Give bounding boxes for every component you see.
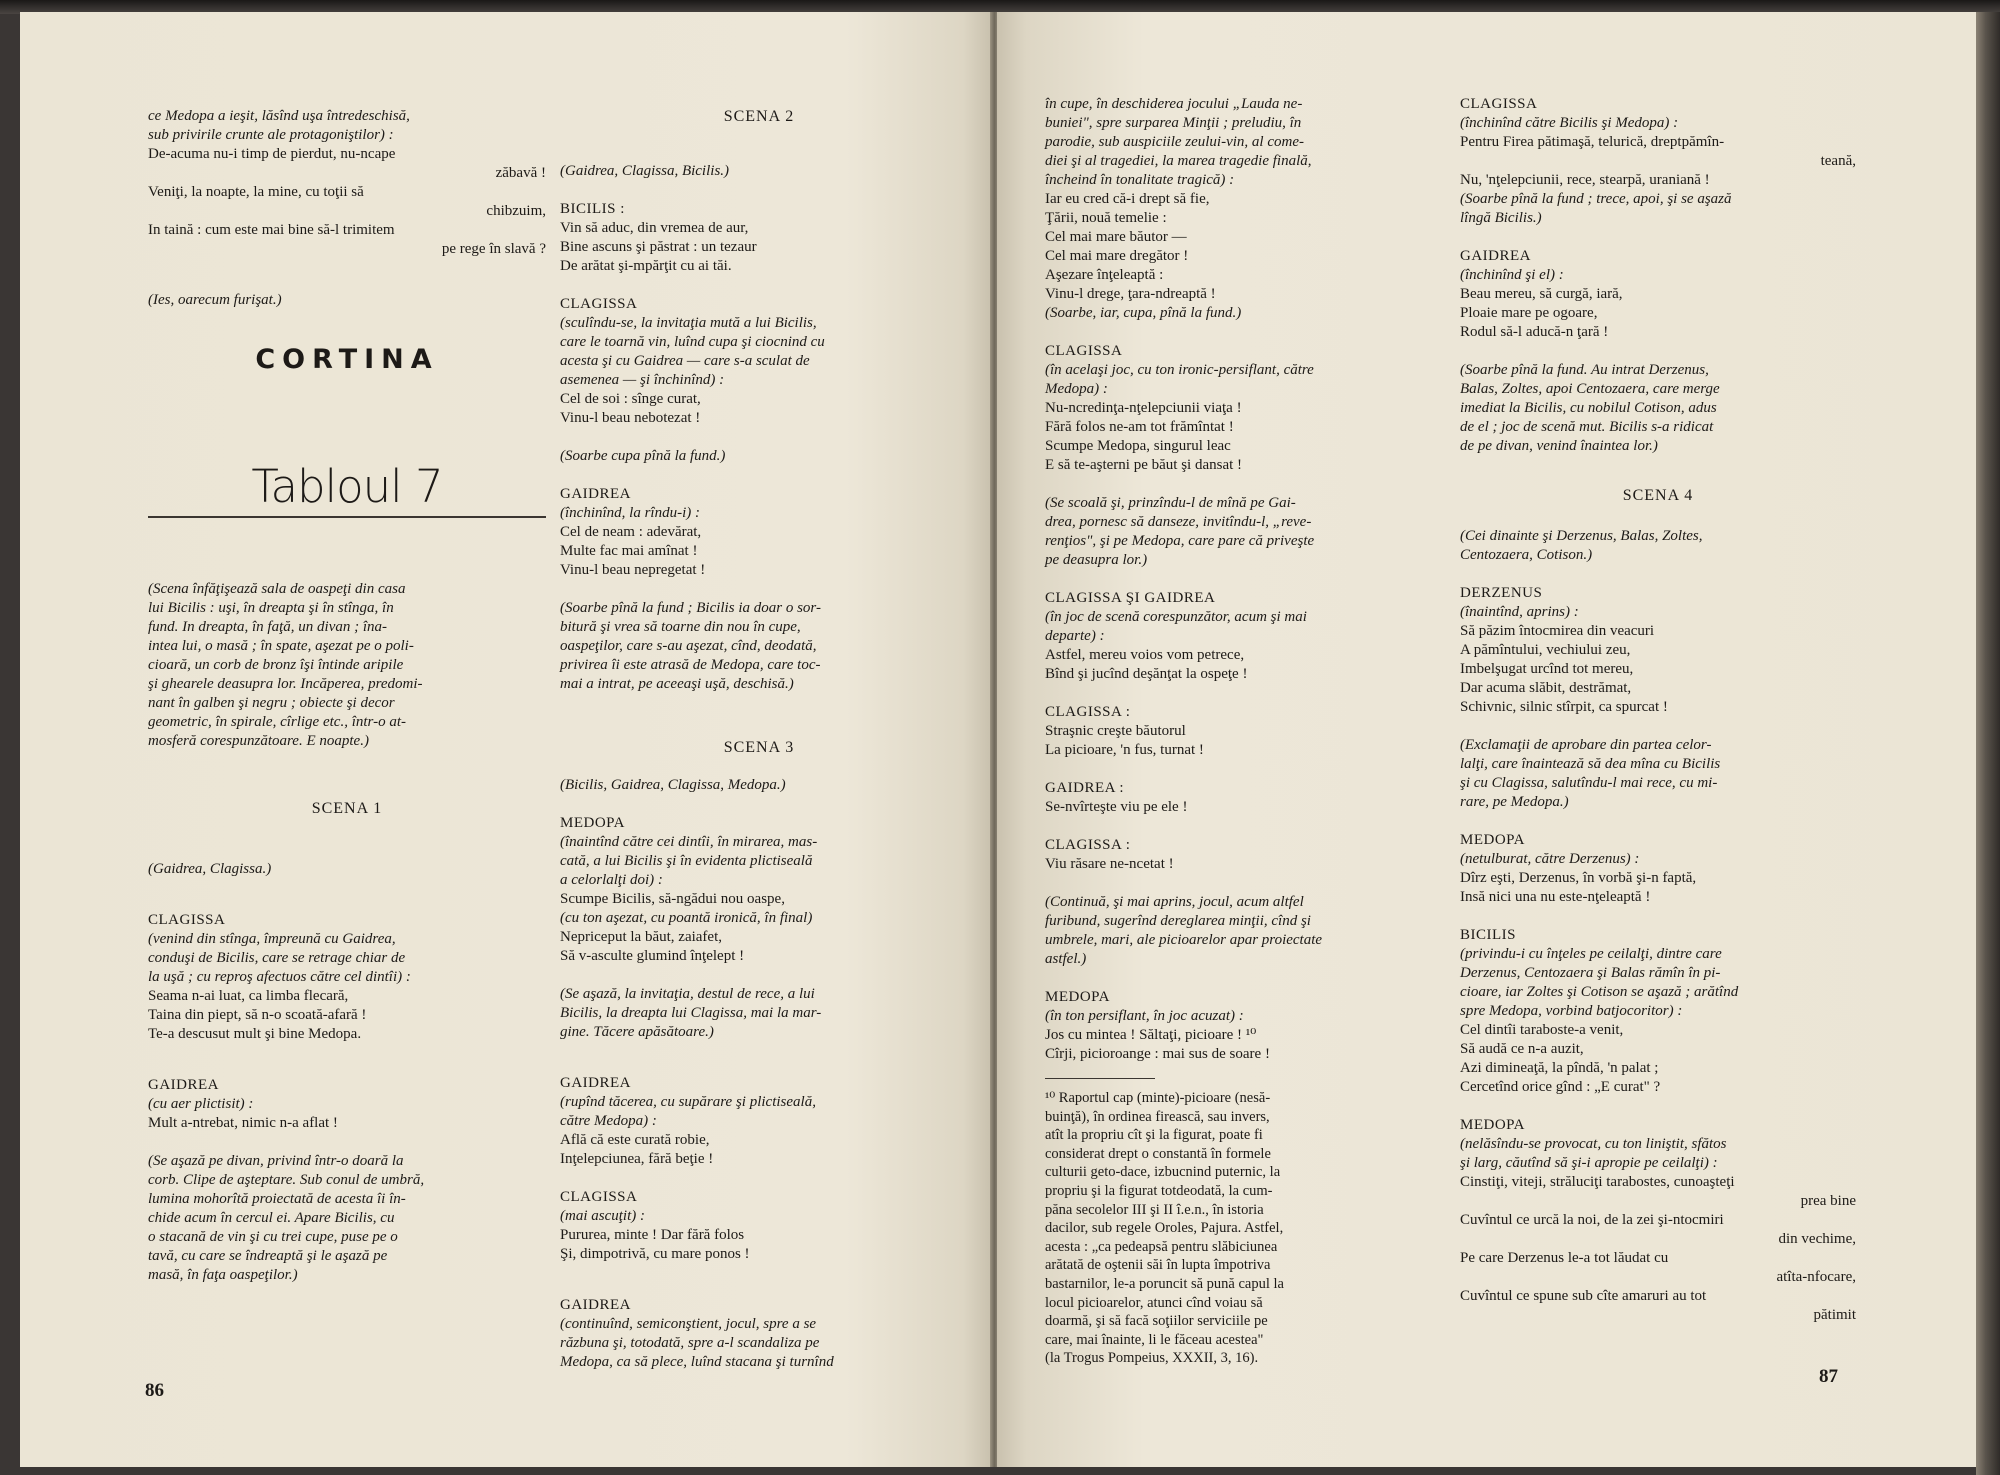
verse-line: Vinu-l beau nebotezat ! <box>560 410 701 426</box>
verse-line: Nepriceput la băut, zaiafet, <box>560 929 722 945</box>
scene-heading: SCENA 4 <box>1622 487 1694 504</box>
verse-line: Bine ascuns şi păstrat : un tezaur <box>560 239 757 255</box>
stage-direction: care le toarnă vin, luînd cupa şi ciocnind cu <box>560 334 825 350</box>
verse-line: Scumpe Bicilis, să-ngădui nou oaspe, <box>560 891 785 907</box>
verse-line: Nu, 'nţelepciunii, rece, stearpă, uraniană ! <box>1460 172 1710 188</box>
intro-line: ce Medopa a ieşit, lăsînd uşa întredeschisă, <box>148 108 410 124</box>
stage-direction: (sculîndu-se, la invitaţia mută a lui Bicilis, <box>560 315 817 331</box>
stage-direction: rare, pe Medopa.) <box>1460 794 1569 810</box>
stage-direction: (netulburat, către Derzenus) : <box>1460 851 1640 867</box>
stage-direction: bitură şi vrea să toarne din nou în cupe, <box>560 619 801 635</box>
character-name: CLAGISSA : <box>1045 704 1131 720</box>
verse-line: Cercetînd orice gînd : „E curat" ? <box>1460 1079 1661 1095</box>
stage-direction: a celorlalţi doi) : <box>560 872 663 888</box>
stage-direction: oaspeţilor, care s-au aşezat, cînd, deodată, <box>560 638 817 654</box>
footnote-line: ¹⁰ Raportul cap (minte)-picioare (nesă- <box>1045 1090 1271 1106</box>
footnote-line: atît la propriu cît şi la figurat, poate fi <box>1045 1127 1263 1144</box>
verse-line: Nu-ncredinţa-nţelepciunii viaţa ! <box>1045 400 1242 416</box>
footnote-line: buinţă), în ordinea firească, sau invers, <box>1045 1108 1270 1125</box>
stage-direction: astfel.) <box>1045 951 1087 967</box>
stage-direction: acesta şi cu Gaidrea — care s-a sculat de <box>560 353 810 369</box>
scene-heading: SCENA 2 <box>723 108 795 125</box>
stage-direction: corb. Clipe de aşteptare. Sub conul de umbră, <box>148 1172 425 1188</box>
verse-line: Cel mai mare băutor — <box>1045 229 1187 245</box>
character-name: CLAGISSA : <box>1045 837 1131 853</box>
character-name: GAIDREA <box>560 1075 631 1091</box>
verse-line: Astfel, mereu voios vom petrece, <box>1045 647 1245 663</box>
stage-direction: lîngă Bicilis.) <box>1460 210 1542 226</box>
verse-line: Viu răsare ne-ncetat ! <box>1045 856 1174 872</box>
footnote-line: (la Trogus Pompeius, XXXII, 3, 16). <box>1045 1350 1259 1367</box>
tablou-heading: Tabloul 7 <box>251 460 443 513</box>
character-name: MEDOPA <box>1460 832 1525 848</box>
verse-line: Azi dimineaţă, la pîndă, 'n palat ; <box>1460 1060 1659 1076</box>
intro-line: sub privirile crunte ale protagoniştilor) : <box>148 127 394 143</box>
verse-line: Schivnic, silnic stîrpit, ca spurcat ! <box>1460 699 1668 715</box>
scene-cast: (Bicilis, Gaidrea, Clagissa, Medopa.) <box>560 777 786 793</box>
verse-line: Dar acuma slăbit, destrămat, <box>1460 680 1632 696</box>
stage-direction: umbrele, mari, ale picioarelor apar proiectate <box>1045 932 1323 948</box>
stage-direction: în cupe, în deschiderea jocului „Lauda ne- <box>1045 96 1303 112</box>
stage-direction: (în acelaşi joc, cu ton ironic-persiflant, către <box>1045 362 1314 378</box>
verse-line: Insă nici una nu este-nţeleaptă ! <box>1460 889 1651 905</box>
verse-line: Jos cu mintea ! Săltaţi, picioare ! ¹⁰ <box>1045 1027 1257 1043</box>
stage-direction: cată, a lui Bicilis şi în evidenta plictiseală <box>560 853 813 869</box>
verse-line: Şi, dimpotrivă, cu mare ponos ! <box>560 1246 750 1262</box>
scene-desc-line: geometric, în spirale, cîrlige etc., într-o at- <box>148 714 406 730</box>
character-name: DERZENUS <box>1460 585 1543 601</box>
stage-direction: renţios", şi pe Medopa, care pare că priveşte <box>1045 533 1315 549</box>
stage-direction: Bicilis, la dreapta lui Clagissa, mai la mar- <box>560 1005 822 1021</box>
footnote-line: care, mai înainte, li le făceau acestea" <box>1045 1331 1264 1348</box>
character-name: GAIDREA <box>560 486 631 502</box>
verse-line: din vechime, <box>1778 1231 1856 1247</box>
stage-direction: Medopa, ca să plece, luînd stacana şi turnînd <box>560 1354 834 1370</box>
verse-line: Fără folos ne-am tot frămîntat ! <box>1045 419 1234 435</box>
stage-direction: (Soarbe pînă la fund ; Bicilis ia doar o sor- <box>560 600 821 616</box>
stage-direction: de pe divan, venind înaintea lor.) <box>1460 438 1658 454</box>
stage-direction: mai a intrat, pe aceeaşi uşă, deschisă.) <box>560 676 794 692</box>
character-name: GAIDREA : <box>1045 780 1125 796</box>
stage-direction: (Soarbe cupa pînă la fund.) <box>560 448 726 464</box>
verse-line: zăbavă ! <box>495 165 546 181</box>
stage-direction: parodie, sub auspiciile zeului-vin, al come- <box>1045 134 1304 150</box>
stage-direction: (Se aşază pe divan, privind într-o doară la <box>148 1153 404 1169</box>
stage-direction: (venind din stînga, împreună cu Gaidrea, <box>148 931 396 947</box>
verse-line: teană, <box>1820 153 1856 169</box>
scene-heading: SCENA 1 <box>311 800 383 817</box>
footnote-line: considerat drept o constantă în formele <box>1045 1145 1271 1162</box>
stage-direction: imediat la Bicilis, cu nobilul Cotison, adus <box>1460 400 1717 416</box>
verse-line: Dîrz eşti, Derzenus, în vorbă şi-n faptă, <box>1460 870 1697 886</box>
stage-direction: chide acum în cercul ei. Apare Bicilis, cu <box>148 1210 395 1226</box>
scene-desc-line: mosferă corespunzătoare. E noapte.) <box>148 733 369 749</box>
character-name: CLAGISSA <box>560 296 638 312</box>
scene-heading: SCENA 3 <box>723 739 795 756</box>
verse-line: Cel mai mare dregător ! <box>1045 248 1189 264</box>
footnote-line: păna secolelor III şi II î.e.n., în istoria <box>1045 1201 1264 1218</box>
stage-direction: (nelăsîndu-se provocat, cu ton liniştit, sfătos <box>1460 1136 1727 1152</box>
verse-line: Imbelşugat urcînd tot mereu, <box>1460 661 1634 677</box>
character-name: CLAGISSA <box>1460 96 1538 112</box>
footnote-line: bastarnilor, le-a poruncit să pună capul la <box>1045 1275 1284 1292</box>
verse-line: Cel de soi : sînge curat, <box>560 391 701 407</box>
stage-direction: (Soarbe pînă la fund. Au intrat Derzenus, <box>1460 362 1709 378</box>
verse-line: Ploaie mare pe ogoare, <box>1460 305 1598 321</box>
character-name: MEDOPA <box>1045 989 1110 1005</box>
right-col-1 <box>1045 95 1441 1368</box>
verse-line: Să păzim întocmirea din veacuri <box>1460 623 1655 639</box>
scene-desc-line: şi ghearele deasupra lor. Incăperea, predomi- <box>148 676 423 692</box>
verse-line: Mult a-ntrebat, nimic n-a aflat ! <box>148 1115 338 1131</box>
stage-direction: diei şi al tragediei, la marea tragedie finală, <box>1045 153 1312 169</box>
stage-direction: (Se aşază, la invitaţia, destul de rece, a lui <box>560 986 815 1002</box>
verse-line: La picioare, 'n fus, turnat ! <box>1045 742 1204 758</box>
stage-direction: (închinînd, la rîndu-i) : <box>560 505 700 521</box>
verse-line: Află că este curată robie, <box>560 1132 710 1148</box>
footnote-line: culturii geto-dace, izbucnind puternic, la <box>1045 1164 1281 1181</box>
right-col-2 <box>1460 95 1856 1325</box>
footnote-line: propriu şi la figurat totdeodată, la cum- <box>1045 1182 1273 1199</box>
stage-direction: lalţi, care înaintează să dea mîna cu Bicilis <box>1460 756 1721 772</box>
verse-line: prea bine <box>1800 1193 1856 1209</box>
stage-direction: (cu aer plictisit) : <box>148 1096 254 1112</box>
verse-line: Pururea, minte ! Dar fără folos <box>560 1227 745 1243</box>
verse-line: Cuvîntul ce urcă la noi, de la zei şi-ntocmiri <box>1460 1212 1724 1228</box>
character-name: BICILIS <box>1460 927 1516 943</box>
verse-line: Pe care Derzenus le-a tot lăudat cu <box>1460 1250 1669 1266</box>
verse-line: Beau mereu, să curgă, iară, <box>1460 286 1623 302</box>
stage-direction: şi cu Clagissa, salutîndu-l mai rece, cu mi- <box>1460 775 1718 791</box>
verse-line: pe rege în slavă ? <box>441 241 546 257</box>
stage-direction: Medopa) : <box>1045 381 1108 397</box>
stage-direction: tavă, cu care se îndreaptă şi le aşază pe <box>148 1248 388 1264</box>
verse-line: Cel dintîi taraboste-a venit, <box>1460 1022 1624 1038</box>
stage-direction: către Medopa) : <box>560 1113 657 1129</box>
verse-line: A pămîntului, vechiului zeu, <box>1460 642 1631 658</box>
stage-direction: (Exclamaţii de aprobare din partea celor- <box>1460 737 1712 753</box>
stage-direction: (închinînd către Bicilis şi Medopa) : <box>1460 115 1679 131</box>
verse-line: pătimit <box>1813 1307 1856 1323</box>
stage-direction: încheind în tonalitate tragică) : <box>1045 172 1235 188</box>
right-page <box>997 12 1977 1467</box>
left-col-2 <box>560 107 958 1372</box>
stage-direction: Derzenus, Centozaera şi Balas rămîn în pi- <box>1460 965 1721 981</box>
scene-desc-line: nant în galben şi negru ; obiecte şi decor <box>148 695 395 711</box>
stage-direction: pe deasupra lor.) <box>1045 552 1148 568</box>
stage-direction: spre Medopa, vorbind batjocoritor) : <box>1460 1003 1683 1019</box>
character-name: GAIDREA <box>1460 248 1531 264</box>
verse-line: Scumpe Medopa, singurul leac <box>1045 438 1231 454</box>
verse-line: Rodul să-l aducă-n ţară ! <box>1460 324 1609 340</box>
stage-direction: drea, pornesc să danseze, invitîndu-l, „reve- <box>1045 514 1312 530</box>
footnote-line: locul picioarelor, atunci cînd voiau să <box>1045 1294 1263 1311</box>
left-col-1 <box>148 107 546 1285</box>
stage-direction: conduşi de Bicilis, care se retrage chiar de <box>148 950 406 966</box>
verse-line: Să v-asculte glumind înţelept ! <box>560 948 745 964</box>
verse-line: Să audă ce n-a auzit, <box>1460 1041 1584 1057</box>
verse-line: Cîrji, picioroange : mai sus de soare ! <box>1045 1046 1270 1062</box>
stage-direction: (continuînd, semiconştient, jocul, spre a se <box>560 1316 817 1332</box>
page-number: 87 <box>1819 1366 1838 1387</box>
stage-direction: de el ; joc de scenă mut. Bicilis s-a ridicat <box>1460 419 1714 435</box>
character-name: CLAGISSA ŞI GAIDREA <box>1045 590 1216 606</box>
character-name: BICILIS : <box>560 201 625 217</box>
stage-direction: (cu ton aşezat, cu poantă ironică, în final) <box>560 910 813 926</box>
verse-line: Multe fac mai amînat ! <box>560 543 698 559</box>
stage-direction: gine. Tăcere apăsătoare.) <box>560 1024 714 1040</box>
stage-direction: furibund, sugerînd dereglarea minţii, cînd şi <box>1045 913 1311 929</box>
verse-line: De arătat şi-mpărţit cu ai tăi. <box>560 258 732 274</box>
stage-direction: şi larg, căutînd să şi-i apropie pe ceilalţi) : <box>1460 1155 1718 1171</box>
verse-line: Veniţi, la noapte, la mine, cu toţii să <box>148 184 364 200</box>
scene-desc-line: lui Bicilis : uşi, în dreapta şi în stînga, în <box>148 600 394 616</box>
stage-direction: departe) : <box>1045 628 1105 644</box>
verse-line: Taina din piept, să n-o scoată-afară ! <box>148 1007 367 1023</box>
character-name: MEDOPA <box>560 815 625 831</box>
verse-line: Pentru Firea pătimaşă, telurică, dreptpămîn- <box>1460 134 1725 150</box>
stage-direction: (privindu-i cu înţeles pe ceilalţi, dintre care <box>1460 946 1722 962</box>
character-name: GAIDREA <box>148 1077 219 1093</box>
stage-direction: buniei", spre surparea Minţii ; preludiu, în <box>1045 115 1302 131</box>
stage-direction: răzbuna şi, totodată, spre a-l scandaliza pe <box>560 1335 820 1351</box>
footnote-line: doarmă, şi să facă soţiilor serviciile pe <box>1045 1313 1268 1330</box>
stage-direction: masă, în faţa oaspeţilor.) <box>148 1267 298 1283</box>
scene-desc-line: intea lui, o masă ; în spate, aşezat pe o poli- <box>148 638 414 654</box>
stage-direction: lumina mohorîtă proiectată de acesta îi în- <box>148 1191 406 1207</box>
cortina-heading: CORTINA <box>255 344 439 375</box>
scene-desc-line: (Scena înfăţişează sala de oaspeţi din casa <box>148 581 406 597</box>
character-name: GAIDREA <box>560 1297 631 1313</box>
stage-direction: (înaintînd către cei dintîi, în mirarea, mas- <box>560 834 818 850</box>
verse-line: Iar eu cred că-i drept să fie, <box>1045 191 1210 207</box>
scene-cast: (Gaidrea, Clagissa, Bicilis.) <box>560 163 730 179</box>
verse-line: Cinstiţi, viteji, străluciţi tarabostes, cunoaşteţi <box>1460 1174 1735 1190</box>
verse-line: Vin să aduc, din vremea de aur, <box>560 220 749 236</box>
stage-direction: (Ies, oarecum furişat.) <box>148 292 282 308</box>
scene-desc-line: cioară, un corb de bronz îşi întinde aripile <box>148 657 404 673</box>
left-page <box>20 12 992 1467</box>
stage-direction: cioare, iar Zoltes şi Cotison se aşază ; arătînd <box>1460 984 1739 1000</box>
verse-line: Inţelepciunea, fără beţie ! <box>560 1151 714 1167</box>
stage-direction: (rupînd tăcerea, cu supărare şi plictiseală, <box>560 1094 816 1110</box>
verse-line: E să te-aşterni pe băut şi dansat ! <box>1045 457 1243 473</box>
footnote-line: arătată de oştenii săi în lupta împotriva <box>1045 1257 1271 1274</box>
verse-line: Seama n-ai luat, ca limba flecară, <box>148 988 349 1004</box>
verse-line: Te-a descusut mult şi bine Medopa. <box>148 1026 362 1042</box>
stage-direction: asemenea — şi închinînd) : <box>560 372 725 388</box>
stage-direction: (înaintînd, aprins) : <box>1460 604 1579 620</box>
scene-cast: (Cei dinainte şi Derzenus, Balas, Zoltes, <box>1460 528 1703 544</box>
stage-direction: (închinînd şi el) : <box>1460 267 1564 283</box>
verse-line: atîta-nfocare, <box>1776 1269 1856 1285</box>
verse-line: Bînd şi jucînd deşănţat la ospeţe ! <box>1045 666 1248 682</box>
verse-line: Ţării, nouă temelie : <box>1045 210 1167 226</box>
scene-cast: Centozaera, Cotison.) <box>1460 547 1593 563</box>
verse-line: Se-nvîrteşte viu pe ele ! <box>1045 799 1188 815</box>
verse-line: In taină : cum este mai bine să-l trimitem <box>148 222 395 238</box>
verse-line: Cuvîntul ce spune sub cîte amaruri au tot <box>1460 1288 1707 1304</box>
scene-desc-line: fund. In dreapta, în faţă, un divan ; îna- <box>148 619 388 635</box>
verse-line: Vinu-l beau nepregetat ! <box>560 562 706 578</box>
stage-direction: (Se scoală şi, prinzîndu-l de mînă pe Gai- <box>1045 495 1296 511</box>
book-edge <box>1976 12 2000 1475</box>
stage-direction: Balas, Zoltes, apoi Centozaera, care merge <box>1460 381 1720 397</box>
stage-direction: (Soarbe pînă la fund ; trece, apoi, şi se aşază <box>1460 191 1732 207</box>
character-name: CLAGISSA <box>1045 343 1123 359</box>
footnote-line: acesta : „ca pedeapsă pentru slăbiciunea <box>1045 1238 1278 1255</box>
verse-line: Aşezare înţeleaptă : <box>1045 267 1164 283</box>
scene-cast: (Gaidrea, Clagissa.) <box>148 861 272 877</box>
stage-direction: (în ton persiflant, în joc acuzat) : <box>1045 1008 1244 1024</box>
page-number: 86 <box>145 1380 164 1401</box>
stage-direction: privirea îi este atrasă de Medopa, care toc- <box>560 657 821 673</box>
verse-line: De-acuma nu-i timp de pierdut, nu-ncape <box>148 146 396 162</box>
character-name: CLAGISSA <box>560 1189 638 1205</box>
stage-direction: (în joc de scenă corespunzător, acum şi mai <box>1045 609 1307 625</box>
stage-direction: o stacană de vin şi cu trei cupe, puse pe o <box>148 1229 398 1245</box>
stage-direction: la uşă ; cu reproş afectuos către cel dintîi) : <box>148 969 411 985</box>
stage-direction: (Continuă, şi mai aprins, jocul, acum altfel <box>1045 894 1304 910</box>
verse-line: Vinu-l drege, ţara-ndreaptă ! <box>1045 286 1216 302</box>
verse-line: Cel de neam : adevărat, <box>560 524 702 540</box>
character-name: CLAGISSA <box>148 912 226 928</box>
verse-line: chibzuim, <box>486 203 546 219</box>
verse-line: Straşnic creşte băutorul <box>1045 723 1186 739</box>
character-name: MEDOPA <box>1460 1117 1525 1133</box>
stage-direction: (Soarbe, iar, cupa, pînă la fund.) <box>1045 305 1242 321</box>
stage-direction: (mai ascuţit) : <box>560 1208 645 1224</box>
footnote-line: dacilor, sub regele Oroles, Pajura. Astfel, <box>1045 1220 1284 1237</box>
